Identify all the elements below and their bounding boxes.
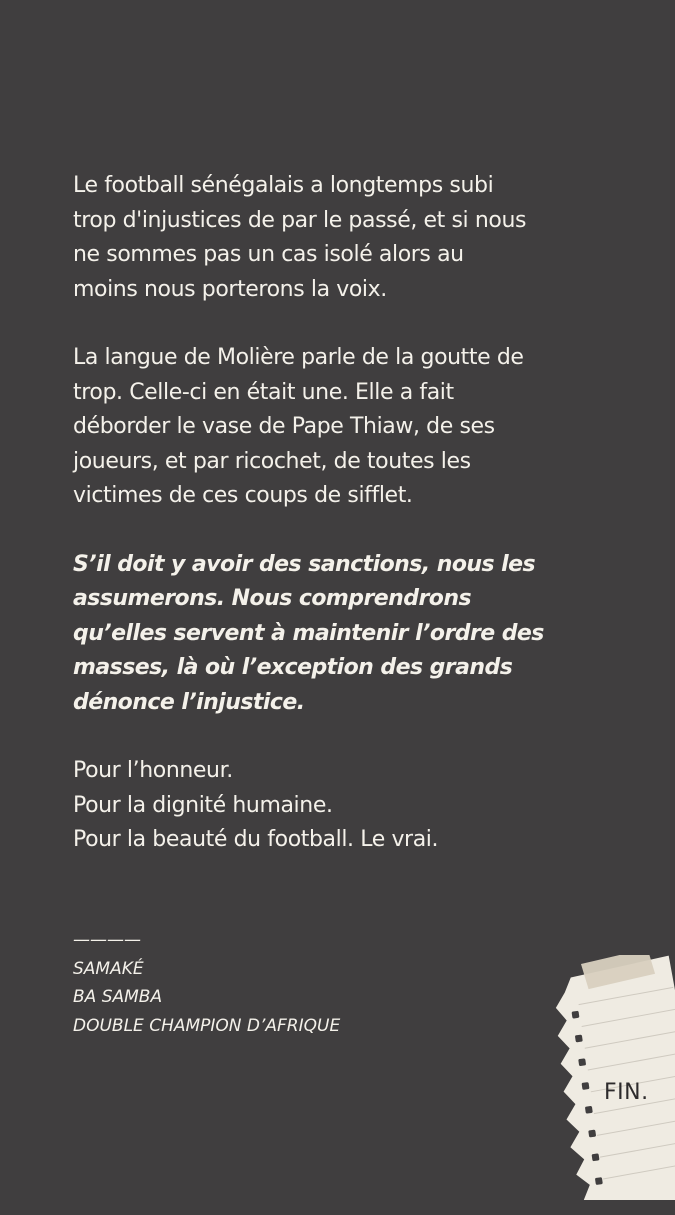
text-line: Le football sénégalais a longtemps subi xyxy=(73,173,494,198)
paper-sheet xyxy=(546,955,675,1200)
torn-paper-graphic xyxy=(545,955,675,1200)
paragraph-closing xyxy=(73,754,613,858)
signature-block xyxy=(73,926,340,1040)
fin-label: FIN. xyxy=(604,1080,649,1105)
text-line: déborder le vase de Pape Thiaw, de ses xyxy=(73,414,495,439)
text-line: S’il doit y avoir des sanctions, nous les xyxy=(73,551,536,577)
text-line: moins nous porterons la voix. xyxy=(73,276,387,302)
signature-title: DOUBLE CHAMPION D’AFRIQUE xyxy=(73,1015,341,1036)
signature-alias: BA SAMBA xyxy=(73,987,163,1007)
letter-body xyxy=(73,169,613,858)
paragraph-moliere xyxy=(73,341,613,514)
paragraph-intro xyxy=(73,169,613,307)
text-line: victimes de ces coups de sifflet. xyxy=(73,483,413,508)
signature-dash: ———— xyxy=(73,930,141,950)
text-line: Pour l’honneur. xyxy=(73,758,233,783)
signature-name: SAMAKÉ xyxy=(73,958,144,979)
text-line: trop d'injustices de par le passé, et si nous xyxy=(73,207,527,233)
text-line: trop. Celle-ci en était une. Elle a fait xyxy=(73,379,454,405)
text-line: joueurs, et par ricochet, de toutes les xyxy=(73,448,471,474)
text-line: assumerons. Nous comprendrons xyxy=(73,586,472,611)
text-line: Pour la dignité humaine. xyxy=(73,792,333,818)
text-line: masses, là où l’exception des grands xyxy=(73,655,513,680)
text-line: Pour la beauté du football. Le vrai. xyxy=(73,827,439,852)
text-line: ne sommes pas un cas isolé alors au xyxy=(73,242,464,267)
text-line: dénonce l’injustice. xyxy=(73,689,305,715)
paragraph-sanctions-emphasis xyxy=(73,548,613,721)
text-line: La langue de Molière parle de la goutte de xyxy=(73,345,524,370)
text-line: qu’elles servent à maintenir l’ordre des xyxy=(73,620,544,646)
